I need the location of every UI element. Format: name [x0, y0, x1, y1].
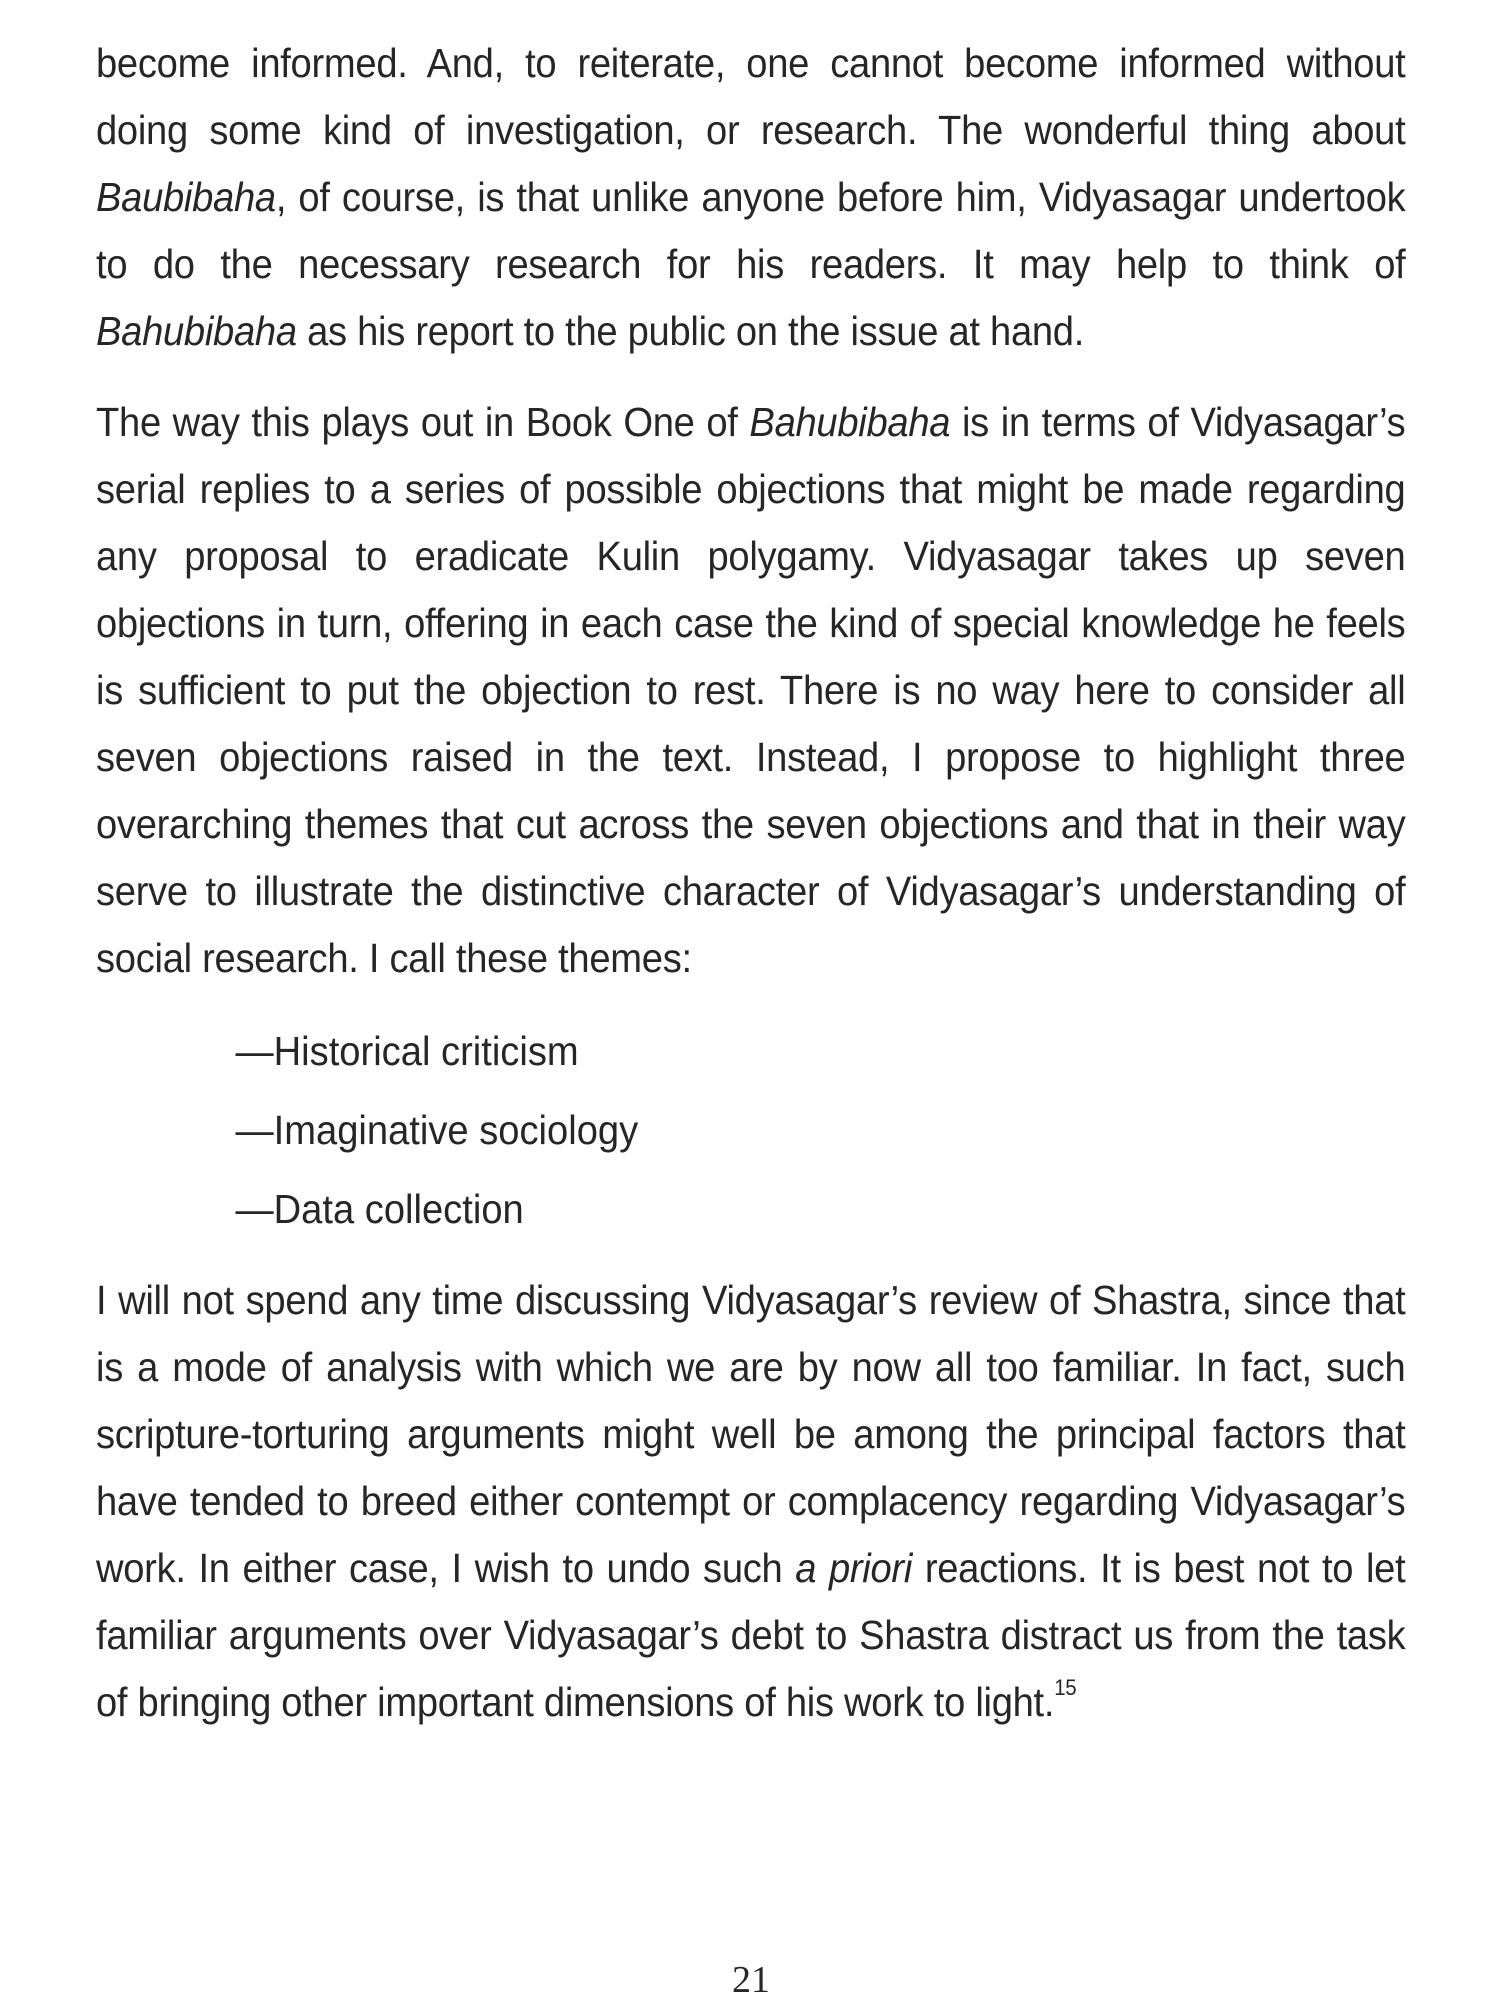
p1-italic-baubibaha: Baubibaha — [96, 174, 276, 220]
theme-item: —Data collection — [236, 1170, 1500, 1249]
footnote-marker: 15 — [1054, 1675, 1076, 1700]
p2-text-1: The way this plays out in Book One of — [96, 399, 749, 445]
p1-text-1: become informed. And, to reiterate, one cannot become informed without doing some kind of investigation, or research. The wonderful thing about — [96, 40, 1405, 153]
p2-text-2: is in terms of Vidyasagar’s serial replies to a series of possible objections that might be made regarding any proposal to eradicate Kulin polygamy. Vidyasagar takes up seven objections in turn, offering in each case the kind of special knowledge he feels is sufficient to put the objection to rest. There is no way here to consider all seven objections raised in the text. Instead, I propose to highlight three overarching themes that cut across the seven objections and that in their way serve to illustrate the distinctive character of Vidyasagar’s understanding of social research. I call these themes: — [96, 399, 1405, 981]
book-page — [96, 30, 1406, 1980]
p3-text-1: I will not spend any time discussing Vidyasagar’s review of Shastra, since that is a mode of analysis with which we are by now all too familiar. In fact, such scripture-torturing arguments might well be among the principal factors that have tended to breed either contempt or complacency regarding Vidyasagar’s work. In either case, I wish to undo such — [96, 1277, 1405, 1591]
theme-item: —Historical criticism — [236, 1012, 1500, 1091]
themes-list — [96, 1012, 1500, 1249]
p2-italic-bahubibaha: Bahubibaha — [749, 399, 950, 445]
p1-text-2: , of course, is that unlike anyone before him, Vidyasagar undertook to do the necessary research for his readers. It may help to think of — [96, 174, 1405, 287]
paragraph-3 — [96, 1267, 1405, 1736]
p3-italic-a-priori: a priori — [795, 1545, 912, 1591]
p3-text-2: reactions. It is best not to let familiar arguments over Vidyasagar’s debt to Shastra distract us from the task of bringing other important dimensions of his work to light. — [96, 1545, 1405, 1725]
paragraph-2 — [96, 389, 1405, 992]
paragraph-1 — [96, 30, 1405, 365]
p1-italic-bahubibaha: Bahubibaha — [96, 308, 297, 354]
theme-item: —Imaginative sociology — [236, 1091, 1500, 1170]
page-number: 21 — [96, 1958, 1406, 2002]
p1-text-3: as his report to the public on the issue at hand. — [297, 308, 1084, 354]
